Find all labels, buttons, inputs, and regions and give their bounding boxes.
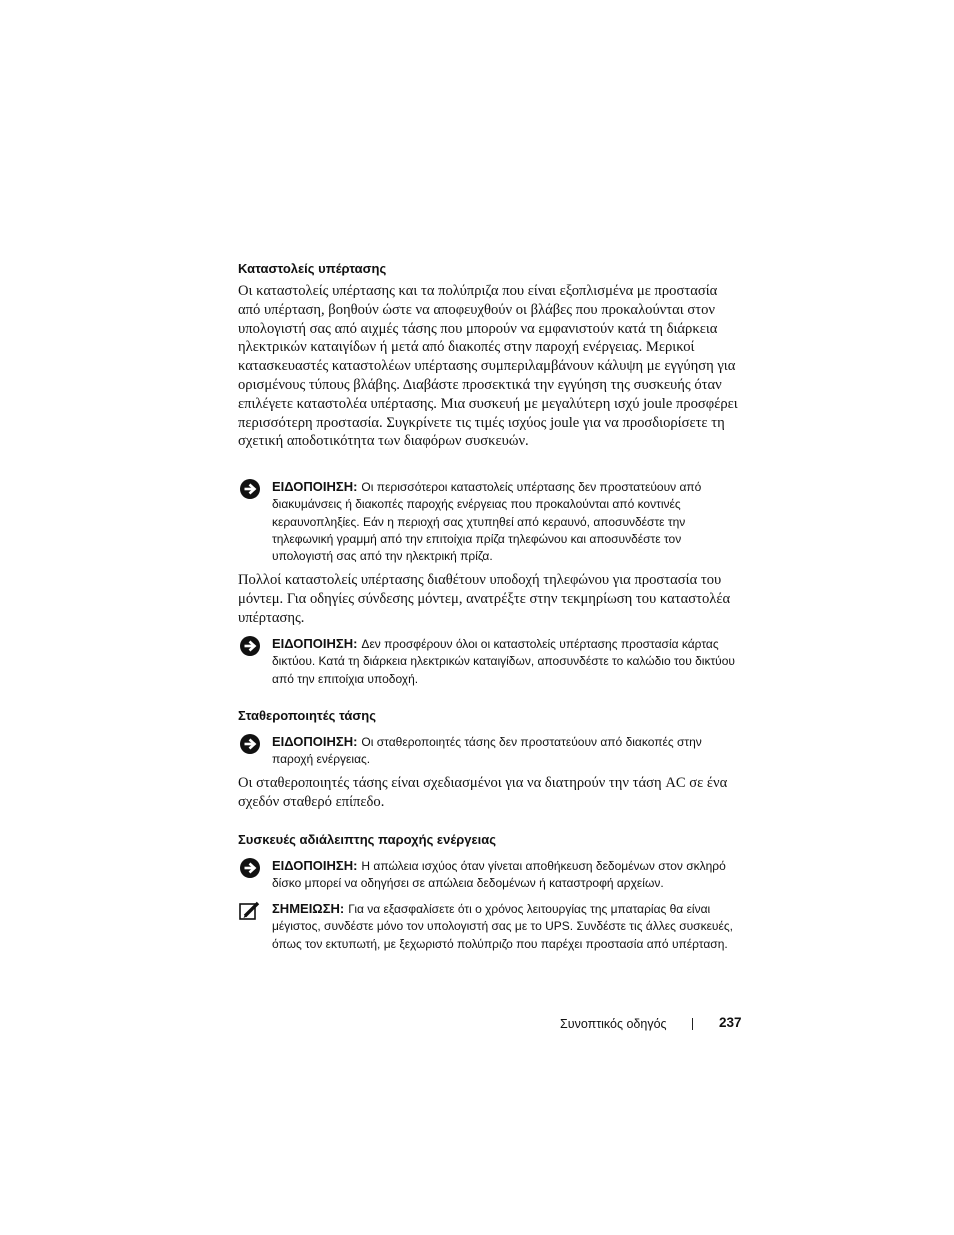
- notice-body: Η απώλεια ισχύος όταν γίνεται αποθήκευση δεδομένων στον σκληρό δίσκο μπορεί να οδηγήσει σε απώλεια δεδομένων ή καταστροφή αρχείων.: [272, 859, 726, 891]
- notice-text: [272, 478, 738, 565]
- section-heading-ups: Συσκευές αδιάλειπτης παροχής ενέργειας: [238, 832, 497, 847]
- note-text: [272, 900, 738, 953]
- notice-arrow-icon: [238, 478, 262, 500]
- notice-lightning: [238, 478, 738, 565]
- footer-separator: [692, 1018, 693, 1030]
- note-ups: [238, 900, 738, 953]
- notice-text: [272, 733, 738, 769]
- paragraph-modem-protection: Πολλοί καταστολείς υπέρτασης διαθέτουν υποδοχή τηλεφώνου για προστασία του μόντεμ. Για οδηγίες σύνδεσης μόντεμ, ανατρέξτε στην τεκμηρίωση του καταστολέα υπέρτασης.: [238, 572, 731, 626]
- notice-power-loss: [238, 857, 738, 893]
- footer-guide-title: Συνοπτικός οδηγός: [560, 1017, 667, 1031]
- paragraph-surge-description: Οι καταστολείς υπέρτασης και τα πολύπριζα που είναι εξοπλισμένα με προστασία από υπέρταση, βοηθούν ώστε να αποφευχθούν οι βλάβες που προκαλούνται στον υπολογιστή σας από αιχμές τάσης που μπορούν να εμφανιστούν κατά τη διάρκεια ηλεκτρικών καταιγίδων ή μετά από διακοπές στην παροχή ενέργειας. Μερικοί κατασκευαστές καταστολέων υπέρτασης συμπεριλαμβάνουν κάλυψη με εγγύηση για ορισμένους τύπους βλάβης. Διαβάστε προσεκτικά την εγγύηση της συσκευής όταν επιλέγετε καταστολέα υπέρτασης. Μια συσκευή με μεγαλύτερη ισχύ joule προσφέρει περισσότερη προστασία. Συγκρίνετε τις τιμές ισχύος joule για να προσδιορίσετε τη σχετική αποδοτικότητα των διαφόρων συσκευών.: [238, 283, 738, 450]
- notice-label: ΕΙΔΟΠΟΙΗΣΗ:: [272, 479, 358, 494]
- notice-body: Δεν προσφέρουν όλοι οι καταστολείς υπέρτασης προστασία κάρτας δικτύου. Κατά τη διάρκεια ηλεκτρικών καταιγίδων, αποσυνδέστε το καλώδιο του δικτύου από την επιτοίχια υποδοχή.: [272, 637, 735, 686]
- paragraph-line-conditioners: Οι σταθεροποιητές τάσης είναι σχεδιασμένοι για να διατηρούν την τάση AC σε ένα σχεδόν σταθερό επίπεδο.: [238, 775, 728, 810]
- page-number: 237: [719, 1015, 742, 1030]
- notice-arrow-icon: [238, 857, 262, 879]
- notice-arrow-icon: [238, 635, 262, 657]
- note-body: Για να εξασφαλίσετε ότι ο χρόνος λειτουργίας της μπαταρίας θα είναι μέγιστος, συνδέστε μόνο τον υπολογιστή σας με το UPS. Συνδέστε τις άλλες συσκευές, όπως τον εκτυπωτή, με ξεχωριστό πολύπριζο που παρέχει προστασία από υπέρταση.: [272, 902, 733, 951]
- notice-body: Οι περισσότεροι καταστολείς υπέρτασης δεν προστατεύουν από διακυμάνσεις ή διακοπές παροχής ενέργειας που προκαλούνται από κοντινές κεραυνοπληξίες. Εάν η περιοχή σας χτυπηθεί από κεραυνό, αποσυνδέστε την τηλεφωνική γραμμή από την επιτοίχια πρίζα τηλεφώνου και αποσυνδέστε τον υπολογιστή σας από την ηλεκτρική πρίζα.: [272, 480, 702, 564]
- notice-text: [272, 635, 738, 688]
- note-pencil-icon: [238, 900, 262, 922]
- section-heading-surge-suppressors: Καταστολείς υπέρτασης: [238, 261, 387, 276]
- notice-network-card: [238, 635, 738, 688]
- notice-text: [272, 857, 738, 893]
- notice-label: ΕΙΔΟΠΟΙΗΣΗ:: [272, 734, 358, 749]
- notice-label: ΕΙΔΟΠΟΙΗΣΗ:: [272, 636, 358, 651]
- note-label: ΣΗΜΕΙΩΣΗ:: [272, 901, 345, 916]
- notice-line-conditioners: [238, 733, 738, 769]
- notice-body: Οι σταθεροποιητές τάσης δεν προστατεύουν από διακοπές στην παροχή ενέργειας.: [272, 735, 702, 767]
- section-heading-line-conditioners: Σταθεροποιητές τάσης: [238, 708, 376, 723]
- notice-arrow-icon: [238, 733, 262, 755]
- notice-label: ΕΙΔΟΠΟΙΗΣΗ:: [272, 858, 358, 873]
